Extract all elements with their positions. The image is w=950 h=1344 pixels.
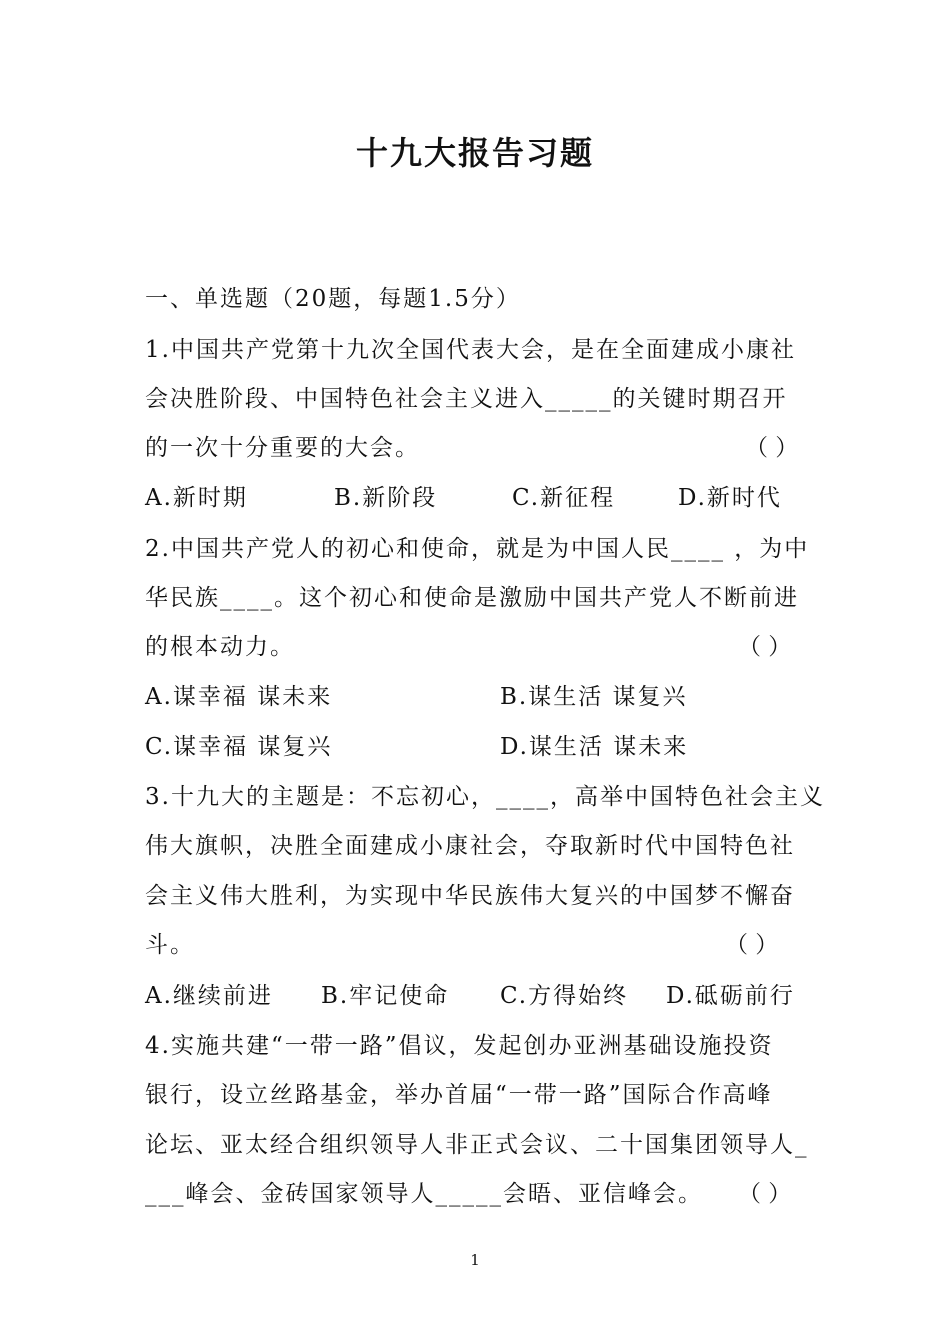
question-4-line-3: 论坛、亚太经合组织领导人非正式会议、二十国集团领导人_ bbox=[145, 1132, 809, 1158]
question-4-line-1: 4.实施共建“一带一路”倡议，发起创办亚洲基础设施投资 bbox=[145, 1033, 774, 1059]
question-3-option-a: A.继续前进 bbox=[145, 983, 273, 1009]
question-4-line-4: ___峰会、金砖国家领导人_____会晤、亚信峰会。 bbox=[145, 1181, 703, 1207]
question-4-answer-paren: （ ） bbox=[738, 1181, 792, 1207]
question-2-option-d: D.谋生活 谋未来 bbox=[500, 734, 689, 760]
question-1-option-a: A.新时期 bbox=[145, 485, 248, 511]
question-1-line-3: 的一次十分重要的大会。 bbox=[145, 435, 420, 461]
question-3-line-2: 伟大旗帜，决胜全面建成小康社会，夺取新时代中国特色社 bbox=[145, 833, 795, 859]
section-heading: 一、单选题（20题，每题1.5分） bbox=[145, 286, 521, 312]
question-3-option-b: B.牢记使命 bbox=[321, 983, 450, 1009]
question-3-line-4: 斗。 bbox=[145, 932, 195, 958]
question-1-option-d: D.新时代 bbox=[678, 485, 782, 511]
question-1-option-b: B.新阶段 bbox=[334, 485, 438, 511]
question-3-answer-paren: （ ） bbox=[725, 932, 779, 958]
question-2-line-2: 华民族____。这个初心和使命是激励中国共产党人不断前进 bbox=[145, 585, 799, 611]
question-2-line-1: 2.中国共产党人的初心和使命，就是为中国人民____ ，为中 bbox=[145, 536, 810, 562]
question-3-option-d: D.砥砺前行 bbox=[666, 983, 795, 1009]
question-1-option-c: C.新征程 bbox=[512, 485, 616, 511]
question-3-line-3: 会主义伟大胜利，为实现中华民族伟大复兴的中国梦不懈奋 bbox=[145, 883, 795, 909]
question-3-line-1: 3.十九大的主题是：不忘初心，____，高举中国特色社会主义 bbox=[145, 784, 825, 810]
question-1-line-1: 1.中国共产党第十九次全国代表大会，是在全面建成小康社 bbox=[145, 337, 796, 363]
question-3-option-c: C.方得始终 bbox=[500, 983, 629, 1009]
page-title: 十九大报告习题 bbox=[355, 134, 594, 172]
page-number: 1 bbox=[470, 1251, 480, 1269]
question-1-answer-paren: （ ） bbox=[745, 435, 799, 461]
question-2-answer-paren: （ ） bbox=[738, 634, 792, 660]
question-1-line-2: 会决胜阶段、中国特色社会主义进入_____的关键时期召开 bbox=[145, 386, 788, 412]
question-4-line-2: 银行，设立丝路基金，举办首届“一带一路”国际合作高峰 bbox=[145, 1082, 773, 1108]
question-2-option-b: B.谋生活 谋复兴 bbox=[500, 684, 688, 710]
question-2-line-3: 的根本动力。 bbox=[145, 634, 295, 660]
question-2-option-a: A.谋幸福 谋未来 bbox=[145, 684, 333, 710]
question-2-option-c: C.谋幸福 谋复兴 bbox=[145, 734, 333, 760]
